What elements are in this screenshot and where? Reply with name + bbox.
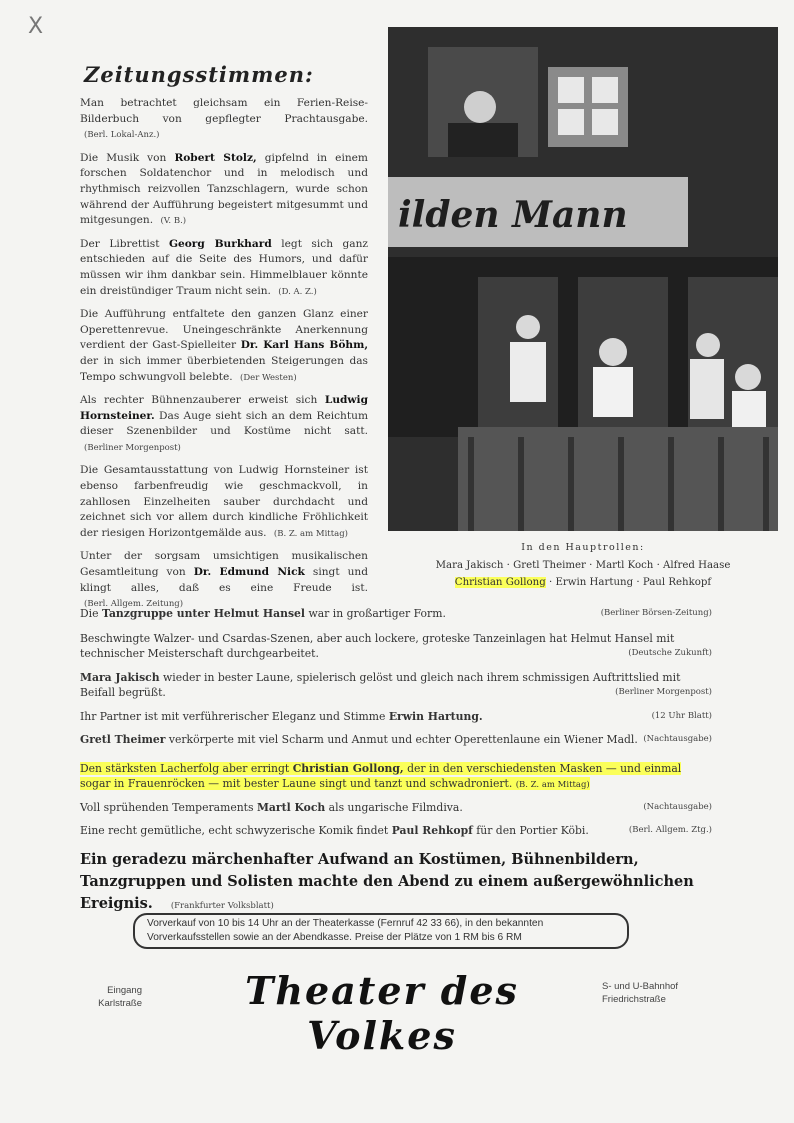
review-text: Eine recht gemütliche, echt schwyzerische Komik findet bbox=[80, 824, 392, 837]
production-photo bbox=[388, 27, 778, 531]
review-text: Die Aufführung entfaltete den ganzen Glanz einer Operettenrevue. Uneingeschränkte Anerkennung verdient der Gast-Spielleiter bbox=[80, 308, 368, 352]
review-source: (12 Uhr Blatt) bbox=[651, 711, 712, 721]
review-item bbox=[80, 393, 368, 456]
caption-line-rest: · Erwin Hartung · Paul Rehkopf bbox=[545, 577, 712, 588]
review-text: Als rechter Bühnenzauberer erweist sich bbox=[80, 394, 318, 407]
review-source: (Berliner Morgenpost) bbox=[615, 687, 712, 697]
review-source: (B. Z. am Mittag) bbox=[515, 780, 590, 790]
review-source: (Nachtausgabe) bbox=[643, 802, 712, 812]
review-text: als ungarische Filmdiva. bbox=[325, 801, 463, 814]
caption-line bbox=[388, 574, 778, 591]
review-text: Die Musik von bbox=[80, 151, 167, 164]
caption-line: Mara Jakisch · Gretl Theimer · Martl Koch · Alfred Haase bbox=[435, 560, 731, 571]
review-name: Erwin Hartung. bbox=[388, 710, 483, 723]
theater-name: Theater des Volkes bbox=[245, 968, 519, 1058]
review-name: Gretl Theimer bbox=[80, 733, 166, 746]
station-street: Friedrichstraße bbox=[602, 994, 666, 1005]
review-source: (Der Westen) bbox=[240, 372, 297, 383]
station-label: S- und U-Bahnhof bbox=[602, 981, 679, 992]
closing-text: Ein geradezu märchenhafter Aufwand an Kostümen, Bühnenbildern, Tanzgruppen und Solisten machte den Abend zu einem außergewöhnlichen Ereignis. bbox=[80, 851, 694, 912]
review-text: der in den verschiedensten Masken — und einmal sogar in Frauenröcken — mit bester Laune singt und tanzt und schwadroniert. bbox=[80, 762, 682, 790]
review-source: (Deutsche Zukunft) bbox=[628, 648, 712, 658]
review-name: Tanzgruppe unter Helmut Hansel bbox=[101, 607, 306, 620]
review-text: verkörperte mit viel Scharm und Anmut und echter Operettenlaune ein Wiener Madl. bbox=[165, 733, 638, 746]
review-text: Beschwingte Walzer- und Csardas-Szenen, aber auch lockere, groteske Tanzeinlagen hat Helmut Hansel mit technischer Meisterschaft durchgearbeitet. bbox=[80, 632, 675, 660]
review-text: gipfelnd in einem forschen Soldatenchor und in melodisch und rhythmisch reizvollen Tanzschlagern, wurde schon während der Aufführung begeistert mitgesummt und mitgesungen. bbox=[80, 151, 368, 227]
review-name: Ludwig Hornsteiner. bbox=[80, 394, 368, 422]
review-source: (Berl. Lokal-Anz.) bbox=[84, 130, 160, 141]
review-name: Dr. Karl Hans Böhm, bbox=[240, 339, 369, 352]
review-line bbox=[80, 732, 712, 747]
review-item bbox=[80, 463, 368, 542]
highlighted-name: Christian Gollong bbox=[454, 577, 546, 588]
review-text: Ihr Partner ist mit verführerischer Eleganz und Stimme bbox=[80, 710, 389, 723]
entrance-label: Eingang bbox=[107, 985, 142, 996]
review-source: (D. A. Z.) bbox=[278, 286, 317, 297]
review-name: Georg Burkhard bbox=[168, 237, 272, 250]
review-text: Unter der sorgsam umsichtigen musikalischen Gesamtleitung von bbox=[80, 550, 368, 579]
station-info bbox=[602, 980, 732, 1006]
review-item bbox=[80, 151, 368, 230]
review-name: Paul Rehkopf bbox=[391, 824, 473, 837]
review-item bbox=[80, 237, 368, 300]
review-text: Man betrachtet gleichsam ein Ferien-Reise-Bilderbuch von gepflegter Prachtausgabe. bbox=[80, 97, 368, 125]
review-name: Christian Gollong, bbox=[292, 762, 404, 775]
reviews-column bbox=[80, 96, 368, 620]
review-text: singt und klingt alles, daß es eine Freude ist. bbox=[80, 566, 369, 594]
review-name: Martl Koch bbox=[256, 801, 326, 814]
review-line bbox=[80, 709, 712, 724]
review-text: Den stärksten Lacherfolg aber erringt bbox=[80, 762, 293, 775]
handwritten-mark: X bbox=[28, 14, 44, 39]
review-line bbox=[80, 800, 712, 815]
review-text: für den Portier Köbi. bbox=[472, 824, 589, 837]
review-text: Die bbox=[80, 607, 102, 620]
review-source: (B. Z. am Mittag) bbox=[273, 528, 348, 539]
closing-source: (Frankfurter Volksblatt) bbox=[170, 901, 274, 911]
review-item bbox=[80, 549, 368, 612]
entrance-street: Karlstraße bbox=[98, 998, 142, 1009]
sign-text: ilden Mann bbox=[398, 194, 628, 236]
review-text: der in sich immer überbietenden Steigerungen das Tempo schwungvoll belebte. bbox=[80, 354, 368, 383]
review-line bbox=[80, 670, 712, 700]
review-text: Das Auge sieht sich an dem Reichtum dieser Szenenbilder und Kostüme nicht satt. bbox=[80, 409, 369, 438]
review-source: (Berliner Börsen-Zeitung) bbox=[600, 608, 712, 618]
ticket-info-line: Vorverkauf von 10 bis 14 Uhr an der Theaterkasse (Fernruf 42 33 66), in den bekannten bbox=[147, 918, 544, 929]
review-item bbox=[80, 307, 368, 386]
review-line bbox=[80, 631, 712, 661]
review-source: (Nachtausgabe) bbox=[643, 734, 712, 744]
review-source: (V. B.) bbox=[160, 216, 187, 227]
review-name: Robert Stolz, bbox=[174, 151, 257, 164]
review-source: (Berl. Allgem. Ztg.) bbox=[628, 825, 712, 835]
review-text: Die Gesamtausstattung von Ludwig Hornsteiner ist ebenso farbenfreudig wie geschmackvoll, in zahllosen Einzelheiten sauber durchdacht und zeichnet sich vor allem durch kindliche Fröhlichkeit der riesigen Horizontgemälde aus. bbox=[80, 464, 368, 539]
ticket-info-line: Vorverkaufsstellen sowie an der Abendkasse. Preise der Plätze von 1 RM bis 6 RM bbox=[147, 932, 522, 943]
review-text: war in großartiger Form. bbox=[305, 607, 446, 620]
caption-title: In den Hauptrollen: bbox=[521, 542, 645, 553]
review-text: Der Librettist bbox=[80, 237, 160, 250]
review-name: Dr. Edmund Nick bbox=[193, 566, 305, 579]
entrance-info bbox=[82, 984, 142, 1010]
review-item bbox=[80, 96, 368, 144]
review-source: (Berl. Allgem. Zeitung) bbox=[84, 599, 184, 610]
closing-statement bbox=[80, 849, 712, 917]
review-text: wieder in bester Laune, spielerisch gelöst und gleich nach ihrem schmissigen Auftrittslied mit Beifall begrüßt. bbox=[80, 671, 681, 699]
review-text: legt sich ganz entschieden auf die Seite des Humors, und dafür müssen wir ihm dankbar sein. Himmelblauer könnte ein dreistündiger Traum nicht sein. bbox=[80, 237, 369, 297]
review-source: (Berliner Morgenpost) bbox=[84, 442, 181, 453]
review-line-highlighted bbox=[80, 761, 712, 793]
review-line bbox=[80, 606, 712, 621]
ticket-info-box bbox=[133, 913, 629, 949]
caption-cast bbox=[388, 557, 778, 591]
review-text: Voll sprühenden Temperaments bbox=[80, 801, 257, 814]
review-line bbox=[80, 823, 712, 838]
review-name: Mara Jakisch bbox=[80, 671, 160, 684]
section-heading: Zeitungsstimmen: bbox=[84, 62, 314, 87]
highlighted-review bbox=[80, 762, 681, 790]
